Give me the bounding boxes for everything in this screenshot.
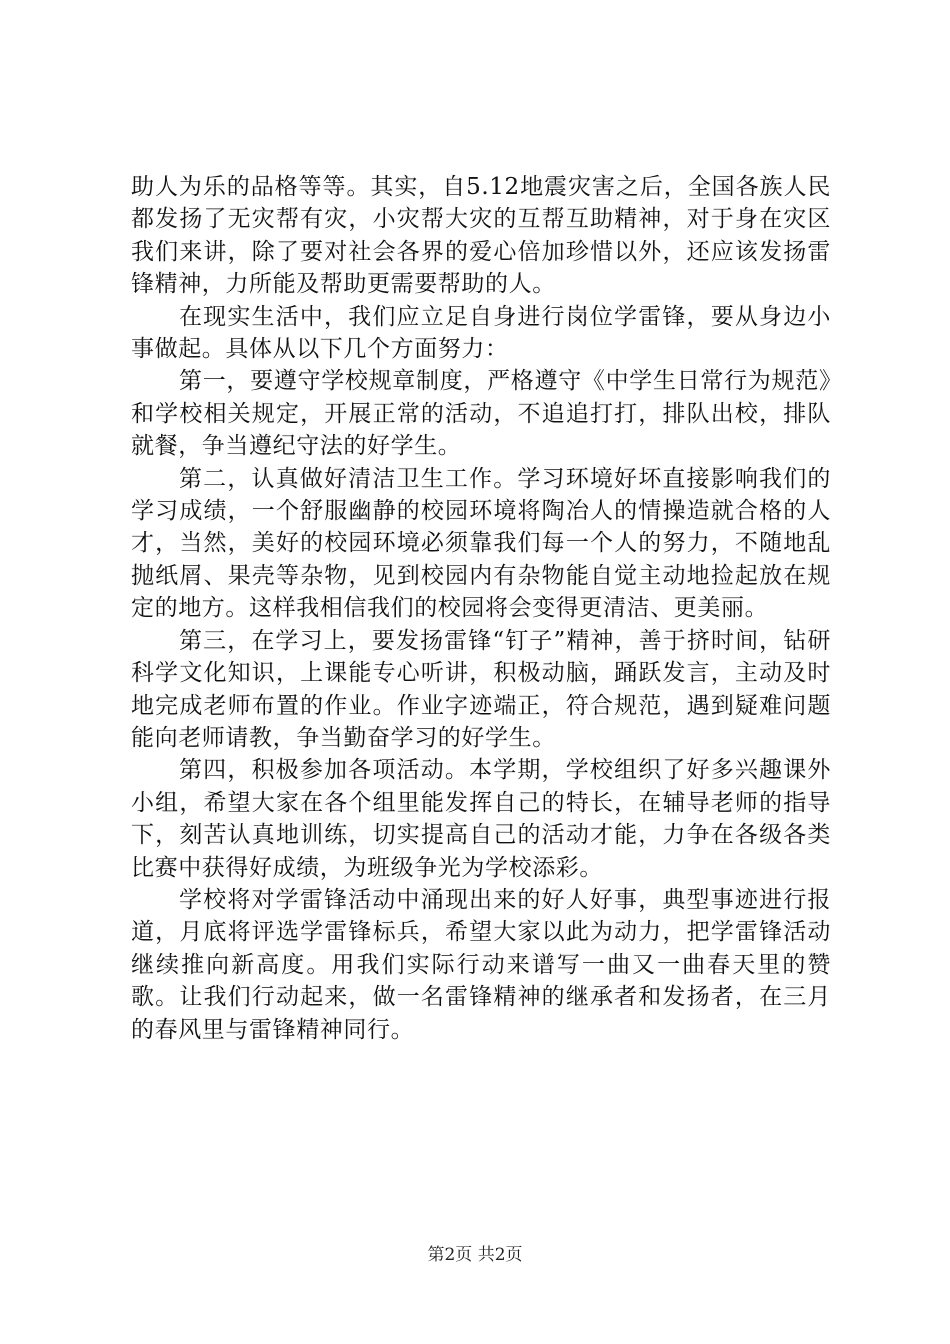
paragraph-3: 第一，要遵守学校规章制度，严格遵守《中学生日常行为规范》和学校相关规定，开展正常的活动，不追追打打，排队出校，排队就餐，争当遵纪守法的好学生。 [131,368,831,460]
paragraph-2: 在现实生活中，我们应立足自身进行岗位学雷锋，要从身边小事做起。具体从以下几个方面努力： [131,303,831,363]
paragraph-1: 助人为乐的品格等等。其实，自5.12地震灾害之后，全国各族人民都发扬了无灾帮有灾，小灾帮大灾的互帮互助精神，对于身在灾区我们来讲，除了要对社会各界的爱心倍加珍惜以外，还应该发扬雷锋精神，力所能及帮助更需要帮助的人。 [131,174,831,298]
paragraph-6: 第四，积极参加各项活动。本学期，学校组织了好多兴趣课外小组，希望大家在各个组里能发挥自己的特长，在辅导老师的指导下，刻苦认真地训练，切实提高自己的活动才能，力争在各级各类比赛中获得好成绩，为班级争光为学校添彩。 [131,757,831,881]
paragraph-4: 第二，认真做好清洁卫生工作。学习环境好坏直接影响我们的学习成绩，一个舒服幽静的校园环境将陶冶人的情操造就合格的人才，当然，美好的校园环境必须靠我们每一个人的努力，不随地乱抛纸屑、果壳等杂物，见到校园内有杂物能自觉主动地捡起放在规定的地方。这样我相信我们的校园将会变得更清洁、更美丽。 [131,465,831,622]
paragraph-5: 第三，在学习上，要发扬雷锋“钉子”精神，善于挤时间，钻研科学文化知识，上课能专心听讲，积极动脑，踊跃发言，主动及时地完成老师布置的作业。作业字迹端正，符合规范，遇到疑难问题能向老师请教，争当勤奋学习的好学生。 [131,627,831,751]
paragraph-7: 学校将对学雷锋活动中涌现出来的好人好事，典型事迹进行报道，月底将评选学雷锋标兵，希望大家以此为动力，把学雷锋活动继续推向新高度。用我们实际行动来谱写一曲又一曲春天里的赞歌。让我们行动起来，做一名雷锋精神的继承者和发扬者，在三月的春风里与雷锋精神同行。 [131,886,831,1043]
page-number-label: 第2页 共2页 [427,1245,523,1265]
document-body [131,171,831,1046]
page-footer [0,1244,950,1266]
